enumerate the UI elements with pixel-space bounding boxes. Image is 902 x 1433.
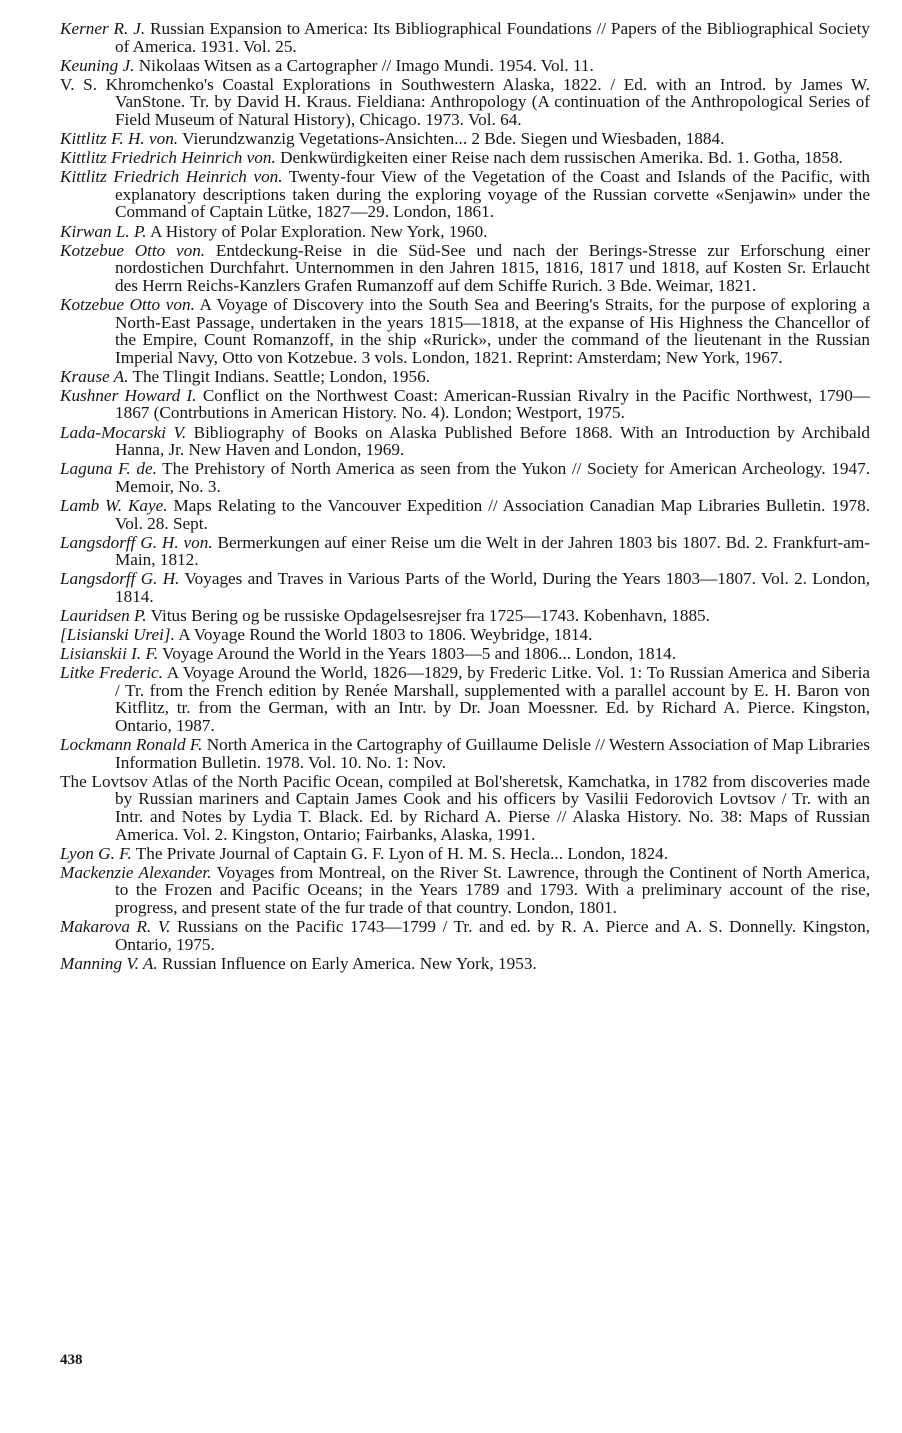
entry-author: Litke Frederic. <box>60 663 163 683</box>
entry-author: Lockmann Ronald F. <box>60 735 203 755</box>
bibliography-entry <box>60 149 870 167</box>
bibliography-entry <box>60 773 870 843</box>
entry-author: Lamb W. Kaye. <box>60 495 168 515</box>
entry-text: Russian Expansion to America: Its Bibliographical Foundations // Papers of the Bibliographical Society of America. 1931. Vol. 25. <box>115 19 871 56</box>
entry-text: Voyages from Montreal, on the River St. Lawrence, through the Continent of North America, to the Frozen and Pacific Oceans; in the Years 1789 and 1793. With a preliminary account of the rise, progress, and present state of the fur trade of that country. London, 1801. <box>115 862 870 917</box>
entry-text: V. S. Khromchenko's Coastal Explorations in Southwestern Alaska, 1822. / Ed. with an Introd. by James W. VanStone. Tr. by David H. Kraus. Fieldiana: Anthropology (A continuation of the Anthropological Series of Field Museum of Natural History), Chicago. 1973. Vol. 64. <box>60 74 870 129</box>
entry-text: Bibliography of Books on Alaska Published Before 1868. With an Introduction by Archibald Hanna, Jr. New Haven and London, 1969. <box>115 422 870 460</box>
entry-author: Langsdorff G. H. <box>60 569 180 589</box>
entry-author: Kerner R. J. <box>60 19 146 38</box>
entry-text: Russians on the Pacific 1743—1799 / Tr. and ed. by R. A. Pierce and A. S. Donnelly. Kingston, Ontario, 1975. <box>115 917 870 954</box>
entry-text: A Voyage Round the World 1803 to 1806. Weybridge, 1814. <box>174 625 593 645</box>
entry-text: Vitus Bering og be russiske Opdagelsesrejser fra 1725—1743. Kobenhavn, 1885. <box>146 606 710 625</box>
bibliography-entry <box>60 845 870 863</box>
bibliography-entry <box>60 460 870 495</box>
entry-text: Voyage Around the World in the Years 1803—5 and 1806... London, 1814. <box>158 644 677 664</box>
bibliography-entry <box>60 57 870 75</box>
entry-text: Denkwürdigkeiten einer Reise nach dem russischen Amerika. Bd. 1. Gotha, 1858. <box>275 148 843 168</box>
entry-author: Kushner Howard I. <box>60 385 197 405</box>
entry-text: Bermerkungen auf einer Reise um die Welt in der Jahren 1803 bis 1807. Bd. 2. Frankfurt-am-Main, 1812. <box>115 532 870 570</box>
bibliography-entry <box>60 20 870 55</box>
entry-text: Twenty-four View of the Vegetation of the Coast and Islands of the Pacific, with explanatory descriptions taken during the exploring voyage of the Russian corvette «Senjawin» under the Command of Captain Lütke, 1827—29. London, 1861. <box>115 167 870 222</box>
entry-text: Conflict on the Northwest Coast: American-Russian Rivalry in the Pacific Northwest, 1790—1867 (Contrbutions in American History. No. 4). London; Westport, 1975. <box>115 385 870 423</box>
entry-author: Lauridsen P. <box>60 606 147 625</box>
entry-text: Vierundzwanzig Vegetations-Ansichten... 2 Bde. Siegen und Wiesbaden, 1884. <box>178 129 725 149</box>
entry-author: Makarova R. V. <box>60 917 171 937</box>
bibliography-entry <box>60 130 870 148</box>
bibliography-list <box>60 20 870 974</box>
bibliography-entry <box>60 424 870 459</box>
entry-author: Langsdorff G. H. von. <box>60 532 213 552</box>
entry-author: Lada-Mocarski V. <box>60 422 187 442</box>
bibliography-entry <box>60 645 870 663</box>
bibliography-entry <box>60 497 870 532</box>
entry-text: The Lovtsov Atlas of the North Pacific Ocean, compiled at Bol'sheretsk, Kamchatka, in 1782 from discoveries made by Russian mariners and Captain James Cook and his officers by Vasilii Fedorovich Lovtsov / Tr. with an Intr. and Notes by Lydia T. Black. Ed. by Richard A. Pierse // Alaska History. No. 38: Maps of Russian America. Vol. 2. Kingston, Ontario; Fairbanks, Alaska, 1991. <box>60 771 870 844</box>
bibliography-entry <box>60 607 870 625</box>
bibliography-entry <box>60 223 870 241</box>
entry-author: Kittlitz Friedrich Heinrich von. <box>60 148 276 168</box>
entry-text: The Private Journal of Captain G. F. Lyon of H. M. S. Hecla... London, 1824. <box>131 843 669 863</box>
bibliography-entry <box>60 864 870 917</box>
entry-text: Maps Relating to the Vancouver Expedition // Association Canadian Map Libraries Bulletin. 1978. Vol. 28. Sept. <box>115 495 870 533</box>
entry-author: Manning V. A. <box>60 953 158 973</box>
bibliography-entry <box>60 570 870 605</box>
entry-author: [Lisianski Urei]. <box>60 625 175 645</box>
entry-author: Kittlitz Friedrich Heinrich von. <box>60 167 283 187</box>
entry-author: Lyon G. F. <box>60 843 132 863</box>
entry-author: Krause A. <box>60 366 129 386</box>
bibliography-entry <box>60 387 870 422</box>
entry-author: Lisianskii I. F. <box>60 644 159 664</box>
entry-text: The Prehistory of North America as seen from the Yukon // Society for American Archeology. 1947. Memoir, No. 3. <box>115 459 870 496</box>
entry-author: Kirwan L. P. <box>60 221 147 241</box>
entry-text: A History of Polar Exploration. New York, 1960. <box>146 221 488 241</box>
entry-text: Nikolaas Witsen as a Cartographer // Imago Mundi. 1954. Vol. 11. <box>134 55 594 75</box>
entry-author: Keuning J. <box>60 55 135 75</box>
entry-text: Voyages and Traves in Various Parts of the World, During the Years 1803—1807. Vol. 2. London, 1814. <box>115 569 871 606</box>
entry-author: Kotzebue Otto von. <box>60 240 206 260</box>
entry-author: Laguna F. de. <box>60 459 157 479</box>
entry-text: Russian Influence on Early America. New York, 1953. <box>157 953 537 973</box>
entry-text: A Voyage Around the World, 1826—1829, by Frederic Litke. Vol. 1: To Russian America and Siberia / Tr. from the French edition by Renée Marshall, supplemented with a parallel account by E. H. Baron von Kitflitz, tr. from the German, with an Intr. by Dr. Joan Moessner. Ed. by Richard A. Pierce. Kingston, Ontario, 1987. <box>115 663 870 736</box>
page-number: 438 <box>60 1352 83 1368</box>
entry-author: Kotzebue Otto von. <box>60 294 195 314</box>
entry-author: Kittlitz F. H. von. <box>60 129 179 149</box>
entry-text: The Tlingit Indians. Seattle; London, 1956. <box>128 366 430 386</box>
entry-text: North America in the Cartography of Guillaume Delisle // Western Association of Map Libraries Information Bulletin. 1978. Vol. 10. No. 1: Nov. <box>115 735 870 772</box>
bibliography-entry <box>60 918 870 953</box>
bibliography-entry <box>60 955 870 973</box>
entry-text: A Voyage of Discovery into the South Sea and Beering's Straits, for the purpose of exploring a North-East Passage, undertaken in the years 1815—1818, at the expanse of His Highness the Chancellor of the Empire, Count Romanzoff, in the ship «Rurick», under the command of the lieutenant in the Russian Imperial Navy, Otto von Kotzebue. 3 vols. London, 1821. Reprint: Amsterdam; New York, 1967. <box>115 294 870 367</box>
bibliography-entry <box>60 242 870 295</box>
bibliography-entry <box>60 76 870 129</box>
entry-author: Mackenzie Alexander. <box>60 862 212 882</box>
bibliography-entry <box>60 626 870 644</box>
bibliography-entry <box>60 168 870 221</box>
bibliography-entry <box>60 534 870 569</box>
bibliography-entry <box>60 296 870 366</box>
bibliography-entry <box>60 368 870 386</box>
bibliography-entry <box>60 736 870 771</box>
bibliography-entry <box>60 664 870 734</box>
entry-text: Entdeckung-Reise in die Süd-See und nach der Berings-Stresse zur Erforschung einer nordostichen Durchfahrt. Unternommen in den Jahren 1815, 1816, 1817 und 1818, auf Kosten Sr. Erlaucht des Herrn Reichs-Kanzlers Grafen Rumanzoff auf dem Schiffe Rurich. 3 Bde. Weimar, 1821. <box>115 240 871 295</box>
